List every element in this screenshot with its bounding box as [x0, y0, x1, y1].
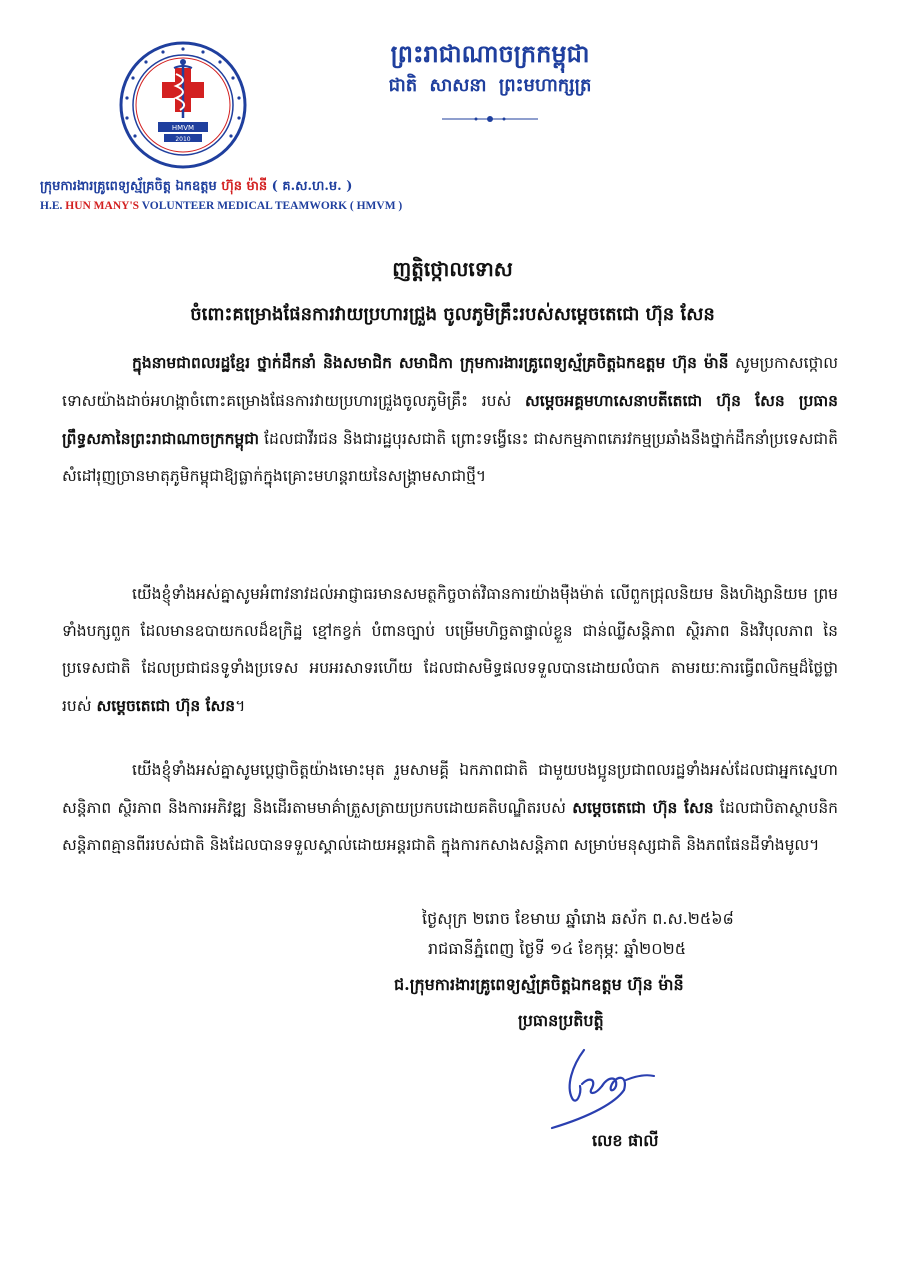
kingdom-motto: ជាតិ សាសនា ព្រះមហាក្សត្រ	[388, 75, 592, 96]
lunar-date: ថ្ងៃសុក្រ ២រោច ខែមាឃ ឆ្នាំរោង ឆស័ក ព.ស.២៥៦៨	[422, 909, 734, 928]
handwritten-signature	[532, 1036, 672, 1136]
solar-date: រាជធានីភ្នំពេញ ថ្ងៃទី ១៤ ខែកុម្ភៈ ឆ្នាំ២០២៥	[428, 939, 687, 958]
org-logo-seal	[118, 40, 248, 170]
kingdom-title: ព្រះរាជាណាចក្រកម្ពុជា	[390, 39, 590, 68]
org-name-en: H.E. HUN MANY'S VOLUNTEER MEDICAL TEAMWORK ( HMVM )	[40, 200, 403, 212]
kingdom-heading	[330, 38, 650, 124]
signatory-role: ប្រធានប្រតិបត្តិ	[518, 1011, 604, 1030]
svg-text:HMVM: HMVM	[171, 124, 195, 132]
paragraph-2: យើងខ្ញុំទាំងអស់គ្នាសូមអំពាវនាវដល់អាជ្ញាធរមានសមត្ថកិច្ចចាត់វិធានការយ៉ាងម៉ឺងម៉ាត់ លើពួកជ្រុលនិយម និងហិង្សានិយម ព្រមទាំងបក្សពួក ដែលមានឧបាយកលដ៏ឧក្រិដ្ឋ ខ្មៅកខ្វក់ បំពានច្បាប់ បម្រើមហិច្ឆតាផ្ទាល់ខ្លួន ជាន់ឈ្លីសន្តិភាព ស្ថិរភាព និងវិបុលភាព នៃប្រទេសជាតិ ដែលប្រជាជនទូទាំងប្រទេស អបអរសាទរហើយ ដែលជាសមិទ្ធផលទទួលបានដោយលំបាក តាមរយៈការធ្វើពលិកម្មដ៏ថ្លៃថ្លារបស់ សម្តេចតេជោ ហ៊ុន សែន។	[62, 585, 838, 715]
signatory-organization: ជ.ក្រុមការងារគ្រូពេទ្យស្ម័គ្រចិត្តឯកឧត្តម ហ៊ុន ម៉ានី	[394, 975, 684, 994]
divider-ornament-icon	[440, 114, 540, 124]
paragraph-3: យើងខ្ញុំទាំងអស់គ្នាសូមប្តេជ្ញាចិត្តយ៉ាងមោះមុត រួមសាមគ្គី ឯកភាពជាតិ ជាមួយបងប្អូនប្រជាពលរដ្ឋទាំងអស់ដែលជាអ្នកស្នេហាសន្តិភាព ស្ថិរភាព និងការអភិវឌ្ឍ និងដើរតាមមាគ៌ាត្រួសត្រាយប្រកបដោយគតិបណ្ឌិតរបស់ សម្តេចតេជោ ហ៊ុន សែន ដែលជាបិតាស្ថាបនិកសន្តិភាពគ្មានពីររបស់ជាតិ និងដែលបានទទួលស្គាល់ដោយអន្តរជាតិ ក្នុងការកសាងសន្តិភាព សម្រាប់មនុស្សជាតិ និងភពផែនដីទាំងមូល។	[62, 761, 838, 854]
document-subtitle: ចំពោះគម្រោងផែនការវាយប្រហារជ្រួង ចូលភូមិគ្រឹះរបស់សម្តេចតេជោ ហ៊ុន សែន	[190, 304, 715, 325]
document-title: ញត្តិថ្កោលទោស	[392, 257, 513, 281]
paragraph-1: ក្នុងនាមជាពលរដ្ឋខ្មែរ ថ្នាក់ដឹកនាំ និងសមាជិក សមាជិកា ក្រុមការងារគ្រូពេទ្យស្ម័គ្រចិត្តឯកឧត្តម ហ៊ុន ម៉ានី សូមប្រកាសថ្កោលទោសយ៉ាងដាច់អហង្កាចំពោះគម្រោងផែនការវាយប្រហារជ្រួងចូលភូមិគ្រឹះ របស់ សម្តេចអគ្គមហាសេនាបតីតេជោ ហ៊ុន សែន ប្រធានព្រឹទ្ធសភានៃព្រះរាជាណាចក្រកម្ពុជា ដែលជាវីរជន និងជារដ្ឋបុរសជាតិ ព្រោះទង្វើនេះ ជាសកម្មភាពភេរវកម្មប្រឆាំងនឹងថ្នាក់ដឹកនាំប្រទេសជាតិសំដៅរុញច្រានមាតុភូមិកម្ពុជាឱ្យធ្លាក់ក្នុងគ្រោះមហន្តរាយនៃសង្គ្រាមសាជាថ្មី។	[62, 353, 839, 485]
org-name-kh: ក្រុមការងារគ្រូពេទ្យស្ម័គ្រចិត្ត ឯកឧត្តម ហ៊ុន ម៉ានី ( គ.ស.ហ.ម. )	[40, 179, 353, 194]
signer-name: លេខ ផាលី	[592, 1131, 659, 1150]
svg-text:2010: 2010	[175, 136, 191, 143]
org-logo-block	[40, 40, 403, 212]
